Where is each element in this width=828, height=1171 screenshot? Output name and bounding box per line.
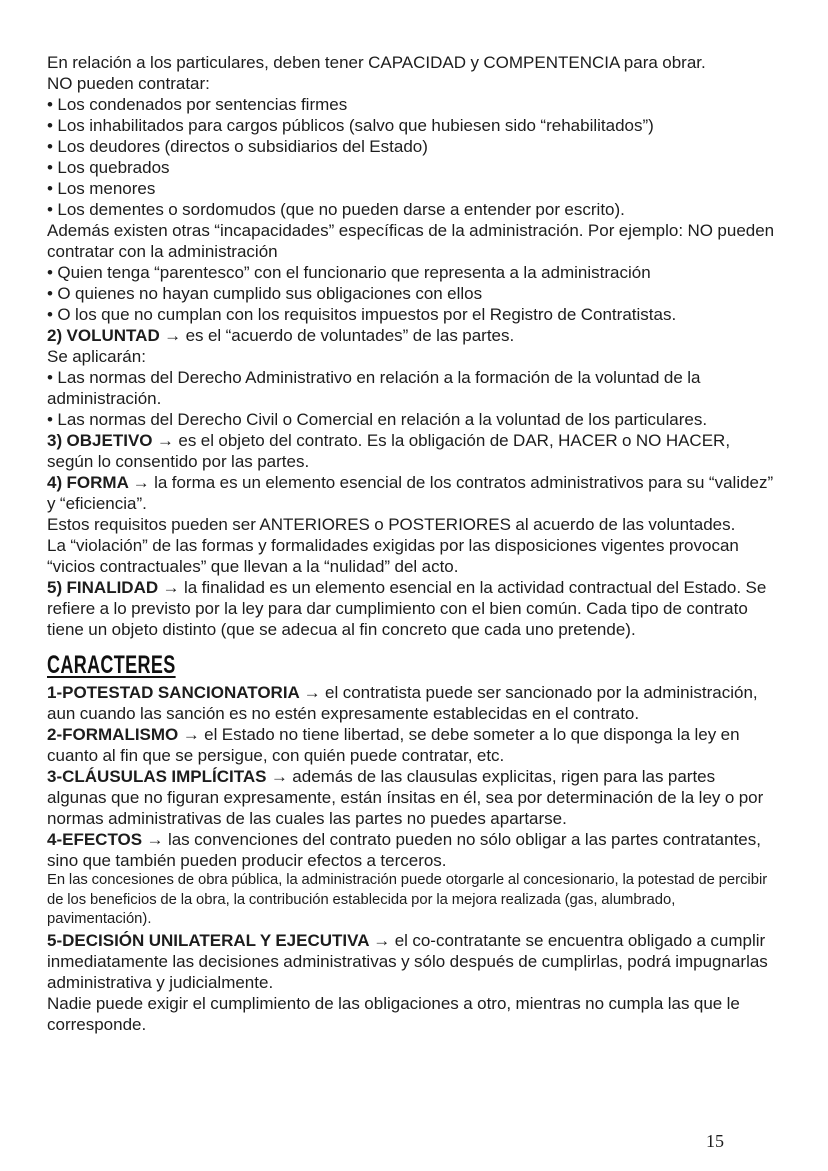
- bullet-item: [47, 178, 779, 199]
- paragraph: [47, 346, 779, 367]
- paragraph: [47, 52, 779, 73]
- numbered-item: [47, 724, 779, 766]
- numbered-item: [47, 682, 779, 724]
- paragraph: [47, 514, 779, 535]
- paragraph-text: • Los menores: [47, 179, 156, 198]
- item-lead: 3) OBJETIVO →: [47, 431, 174, 450]
- paragraph-text: • O quienes no hayan cumplido sus obligaciones con ellos: [47, 284, 483, 303]
- bullet-item: [47, 94, 779, 115]
- paragraph-text: • Las normas del Derecho Civil o Comercial en relación a la voluntad de los particulares.: [47, 410, 708, 429]
- paragraph-text: Además existen otras “incapacidades” específicas de la administración. Por ejemplo: NO pueden contratar con la administración: [47, 221, 775, 261]
- bullet-item: [47, 409, 779, 430]
- paragraph-text: la finalidad es un elemento esencial en la actividad contractual del Estado. Se refiere a lo previsto por la ley para dar cumplimiento con el bien común. Cada tipo de contrato tiene un objeto distinto (que se adecua al fin concreto que cada uno pretende).: [47, 578, 767, 639]
- bullet-item: [47, 136, 779, 157]
- section-heading-text: CARACTERES: [47, 651, 176, 679]
- paragraph: [47, 220, 779, 262]
- bullet-item: [47, 262, 779, 283]
- numbered-item: [47, 472, 779, 514]
- paragraph-text: es el objeto del contrato. Es la obligación de DAR, HACER o NO HACER, según lo consentido por las partes.: [47, 431, 731, 471]
- paragraph-text: la forma es un elemento esencial de los contratos administrativos para su “validez” y “eficiencia”.: [47, 473, 774, 513]
- paragraph-text: • Los quebrados: [47, 158, 170, 177]
- numbered-item: [47, 577, 779, 640]
- item-lead: 4) FORMA →: [47, 473, 150, 492]
- bullet-item: [47, 304, 779, 325]
- paragraph-text: además de las clausulas explicitas, rigen para las partes algunas que no figuran expresamente, están ínsitas en él, sea por determinación de la ley o por normas administrativas de las cuales las partes no puedes apartarse.: [47, 767, 764, 828]
- paragraph-text: • Los dementes o sordomudos (que no pueden darse a entender por escrito).: [47, 200, 625, 219]
- paragraph-text: las convenciones del contrato pueden no sólo obligar a las partes contratantes, sino que también pueden producir efectos a terceros.: [47, 830, 761, 870]
- bullet-item: [47, 199, 779, 220]
- paragraph-text: La “violación” de las formas y formalidades exigidas por las disposiciones vigentes provocan “vicios contractuales” que llevan a la “nulidad” del acto.: [47, 536, 739, 576]
- paragraph-text: • Los inhabilitados para cargos públicos (salvo que hubiesen sido “rehabilitados”): [47, 116, 654, 135]
- paragraph: [47, 73, 779, 94]
- paragraph-text: En las concesiones de obra pública, la administración puede otorgarle al concesionario, la potestad de percibir de los beneficios de la obra, la contribución establecida por la mejora realizada (gas, alumbrado, pavimentación).: [47, 872, 768, 927]
- page-number: 15: [706, 1131, 724, 1151]
- paragraph-text: el co-contratante se encuentra obligado a cumplir inmediatamente las decisiones administrativas y sólo después de cumplirlas, podrá impugnarlas administrativa y judicialmente.: [47, 930, 768, 992]
- item-lead: 5-DECISIÓN UNILATERAL Y EJECUTIVA →: [47, 930, 391, 950]
- paragraph-text: es el “acuerdo de voluntades” de las partes.: [181, 326, 515, 345]
- paragraph-text: Estos requisitos pueden ser ANTERIORES o POSTERIORES al acuerdo de las voluntades.: [47, 515, 736, 534]
- paragraph-text: En relación a los particulares, deben tener CAPACIDAD y COMPENTENCIA para obrar.: [47, 53, 706, 72]
- bullet-item: [47, 367, 779, 409]
- bullet-item: [47, 283, 779, 304]
- numbered-item: [47, 325, 779, 346]
- paragraph-text: el contratista puede ser sancionado por la administración, aun cuando las sanción es no estén expresamente establecidas en el contrato.: [47, 683, 758, 723]
- item-lead: 1-POTESTAD SANCIONATORIA →: [47, 683, 321, 702]
- paragraph-text: NO pueden contratar:: [47, 74, 210, 93]
- paragraph-text: Nadie puede exigir el cumplimiento de las obligaciones a otro, mientras no cumpla las que le corresponde.: [47, 993, 740, 1034]
- paragraph-text: • Las normas del Derecho Administrativo en relación a la formación de la voluntad de la administración.: [47, 368, 701, 408]
- bullet-item: [47, 157, 779, 178]
- paragraph-text: • Los condenados por sentencias firmes: [47, 95, 348, 114]
- note-paragraph: [47, 871, 779, 930]
- item-lead: 2-FORMALISMO →: [47, 725, 200, 744]
- page-content: [47, 52, 779, 1035]
- item-lead: 3-CLÁUSULAS IMPLÍCITAS →: [47, 767, 288, 786]
- paragraph-text: • O los que no cumplan con los requisitos impuestos por el Registro de Contratistas.: [47, 305, 677, 324]
- paragraph-text: • Quien tenga “parentesco” con el funcionario que representa a la administración: [47, 263, 651, 282]
- paragraph: [47, 535, 779, 577]
- item-lead: 2) VOLUNTAD →: [47, 326, 182, 345]
- bullet-item: [47, 115, 779, 136]
- numbered-item: [47, 930, 779, 993]
- numbered-item: [47, 766, 779, 829]
- numbered-item: [47, 430, 779, 472]
- section-heading: [47, 651, 779, 679]
- item-lead: 4-EFECTOS →: [47, 830, 164, 849]
- paragraph-text: • Los deudores (directos o subsidiarios del Estado): [47, 137, 428, 156]
- paragraph-text: el Estado no tiene libertad, se debe someter a lo que disponga la ley en cuanto al fin que se persigue, con quién puede contratar, etc.: [47, 725, 740, 765]
- numbered-item: [47, 829, 779, 871]
- item-lead: 5) FINALIDAD →: [47, 578, 180, 597]
- paragraph: [47, 993, 779, 1035]
- paragraph-text: Se aplicarán:: [47, 347, 146, 366]
